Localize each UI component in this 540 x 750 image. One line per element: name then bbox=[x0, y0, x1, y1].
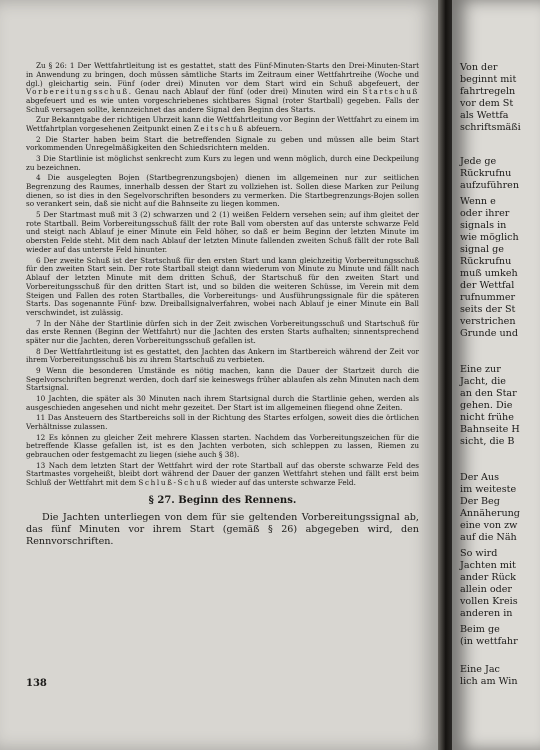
note-paragraph bbox=[26, 462, 419, 488]
right-page-line: anderen in bbox=[460, 608, 513, 619]
right-page-line: allein oder bbox=[460, 584, 513, 595]
emphasis-term: Zeitschuß bbox=[193, 124, 245, 134]
right-page-line: aufzuführen bbox=[460, 180, 520, 191]
right-page-line: Von der bbox=[460, 62, 498, 73]
left-page-text bbox=[26, 62, 419, 549]
right-page-line: vor dem St bbox=[460, 98, 514, 109]
right-page-line: Grunde und bbox=[460, 328, 518, 339]
note-paragraph: 12 Es können zu gleicher Zeit mehrere Klassen starten. Nachdem das Vorbereitungszeichen für die betreffende Klasse gefallen ist, ist es den Jachten verboten, sich schleppen zu lassen, Riemen zu gebrauchen oder festgemacht zu liegen (siehe auch § 38). bbox=[26, 432, 419, 460]
page-number: 138 bbox=[26, 678, 47, 689]
right-page-line: So wird bbox=[460, 548, 498, 559]
note-paragraph: 10 Jachten, die später als 30 Minuten nach ihrem Startsignal durch die Startlinie gehen, werden als ausgeschieden angesehen und nicht mehr gezeitet. Der Start ist im allgemeinen fliegend ohne Zeiten. bbox=[26, 393, 419, 412]
note-paragraph: 9 Wenn die besonderen Umstände es nötig machen, kann die Dauer der Startzeit durch die Segelvorschriften begrenzt werden, doch darf sie keineswegs früher ablaufen als zehn Minuten nach dem Startsignal. bbox=[26, 365, 419, 393]
right-page-line: Rückrufnu bbox=[460, 168, 512, 179]
right-page-line: Jacht, die bbox=[460, 376, 506, 387]
note-paragraph bbox=[26, 62, 419, 115]
right-page-line: Der Beg bbox=[460, 496, 500, 507]
right-page-line: rufnummer bbox=[460, 292, 516, 303]
right-page-line: muß umkeh bbox=[460, 268, 518, 279]
book-gutter bbox=[438, 0, 452, 750]
right-page-line: Rückrufnu bbox=[460, 256, 512, 267]
right-page-line: auf die Näh bbox=[460, 532, 517, 543]
right-page-line: eine von zw bbox=[460, 520, 518, 531]
note-paragraph: 4 Die ausgelegten Bojen (Startbegrenzungsbojen) dienen im allgemeinen nur zur seitlichen Begrenzung des Raumes, innerhalb dessen der Start zu vollziehen ist. Sollen diese Marken zur Peilung dienen, so ist dies in den Segelvorschriften besonders zu vermerken. Die Startbegrenzungs-Bojen sollen so verankert sein, daß sie nicht auf die Bahnseite zu liegen kommen. bbox=[26, 173, 419, 209]
right-page-line: fahrtregeln bbox=[460, 86, 516, 97]
main-paragraph: Die Jachten unterliegen von dem für sie geltenden Vorbereitungssignal ab, das fünf Minuten vor ihrem Start (gemäß § 26) abgegeben wird, den Rennvorschriften. bbox=[26, 511, 419, 548]
right-page-line: ander Rück bbox=[460, 572, 516, 583]
right-page-line: beginnt mit bbox=[460, 74, 517, 85]
right-page-line: Jede ge bbox=[460, 156, 497, 167]
right-page-line: Bahnseite H bbox=[460, 424, 520, 435]
note-text: Zu § 26: 1 Der Wettfahrtleitung ist es gestattet, statt des Fünf-Minuten-Starts den Drei-Minuten-Start in Anwendung zu bringen, doch müssen sämtliche Starts im Zeitraum einer Wettfahrtreihe (Woche und dgl.) gleichartig sein. Fünf (oder drei) Minuten vor dem Start wird ein Schuß abgefeuert, der bbox=[26, 61, 419, 88]
right-page-line: schriftsmäßi bbox=[460, 122, 521, 133]
right-page-line: als Wettfa bbox=[460, 110, 509, 121]
right-page-line: Der Aus bbox=[460, 472, 500, 483]
note-text: . Genau nach Ablauf der fünf (oder drei) Minuten wird ein bbox=[128, 87, 363, 97]
right-page-line: nicht frühe bbox=[460, 412, 514, 423]
right-page-line: lich am Win bbox=[460, 676, 518, 687]
note-text: Zur Bekanntgabe der richtigen Uhrzeit kann die Wettfahrtleitung vor Beginn der Wettfahrt zu einem im Wettfahrtplan vorgesehenen Zeitpunkt einen bbox=[26, 115, 419, 134]
note-paragraph: 7 In der Nähe der Startlinie dürfen sich in der Zeit zwischen Vorbereitungsschuß und Startschuß für das erste Rennen (Beginn der Wettfahrt) nur die Jachten des ersten Starts aufhalten; sinnentsprechend später nur die Jachten, deren Vorbereitungsschuß gefallen ist. bbox=[26, 318, 419, 346]
right-page-line: (in wettfahr bbox=[460, 636, 518, 647]
right-page-line: Annäherung bbox=[460, 508, 520, 519]
note-text: wieder auf das unterste schwarze Feld. bbox=[208, 478, 356, 488]
right-page bbox=[452, 0, 540, 750]
note-text: 13 Nach dem letzten Start der Wettfahrt wird der rote Startball auf das oberste schwarze Feld des Startmastes vorgeheißt, bleibt dort während der Dauer der ganzen Wettfahrt stehen und fällt erst beim Schluß der Wettfahrt mit dem bbox=[26, 460, 419, 488]
right-page-line: im weiteste bbox=[460, 484, 517, 495]
note-paragraph: 6 Der zweite Schuß ist der Startschuß für den ersten Start und kann gleichzeitig Vorbereitungsschuß für den zweiten Start sein. Der rote Startball steigt dann wiederum von Minute zu Minute und fällt nach Ablauf der letzten Minute mit dem dritten Schuß, der Startschuß für den zweiten Start und Vorbereitungsschuß für den dritten Start ist, und so bilden die weiteren Schüsse, im Verein mit dem Steigen und Fallen des roten Startballes, die Vorbereitungs- und Ausführungssignale für die späteren Starts. Das sogenannte Fünf- bzw. Dreiballsignalverfahren, wobei nach Ablauf je einer Minute ein Ball verschwindet, ist zulässig. bbox=[26, 255, 419, 318]
note-paragraph bbox=[26, 116, 419, 134]
right-page-line: der Wettfal bbox=[460, 280, 515, 291]
right-page-line: Jachten mit bbox=[460, 560, 516, 571]
right-page-line: signals in bbox=[460, 220, 507, 231]
right-page-line: wie möglich bbox=[460, 232, 519, 243]
emphasis-term: Startschuß bbox=[362, 87, 419, 97]
main-section bbox=[26, 512, 419, 549]
right-page-line: gehen. Die bbox=[460, 400, 513, 411]
right-page-line: oder ihrer bbox=[460, 208, 510, 219]
note-paragraph: 3 Die Startlinie ist möglichst senkrecht zum Kurs zu legen und wenn möglich, durch eine Deckpeilung zu bezeichnen. bbox=[26, 153, 419, 172]
note-text: abgefeuert und es wie unten vorgeschriebenes sichtbares Signal (roter Startball) gegeben. Falls der Schuß versagen sollte, kennzeichnet das andere Signal den Beginn des Starts. bbox=[26, 96, 419, 114]
note-paragraph: 8 Der Wettfahrtleitung ist es gestattet, den Jachten das Ankern im Startbereich während der Zeit vor ihrem Vorbereitungsschuß bis zu ihrem Startschuß zu verbieten. bbox=[26, 346, 419, 365]
emphasis-term: Schluß-Schuß bbox=[138, 478, 209, 488]
right-page-line: verstrichen bbox=[460, 316, 516, 327]
right-page-line: signal ge bbox=[460, 244, 504, 255]
right-page-line: vollen Kreis bbox=[460, 596, 518, 607]
rule-notes bbox=[26, 62, 419, 488]
note-paragraph: 11 Das Ansteuern des Startbereichs soll in der Richtung des Startes erfolgen, soweit dies die örtlichen Verhältnisse zulassen. bbox=[26, 413, 419, 432]
section-heading: § 27. Beginn des Rennens. bbox=[148, 494, 297, 506]
right-page-line: sicht, die B bbox=[460, 436, 515, 447]
note-paragraph: 2 Die Starter haben beim Start die betreffenden Signale zu geben und müssen alle beim Start vorkommenden Unregelmäßigkeiten den Schiedsrichtern melden. bbox=[26, 134, 419, 153]
right-page-line: Wenn e bbox=[460, 196, 496, 207]
right-page-line: Eine Jac bbox=[460, 664, 500, 675]
right-page-line: Eine zur bbox=[460, 364, 501, 375]
note-text: abfeuern. bbox=[244, 124, 283, 134]
emphasis-term: Vorbereitungsschuß bbox=[26, 87, 129, 97]
note-paragraph: 5 Der Startmast muß mit 3 (2) schwarzen und 2 (1) weißen Feldern versehen sein; auf ihm gleitet der rote Startball. Beim Vorbereitungsschuß fällt der rote Ball vom obersten auf das unterste schwarze Feld und steigt nach Ablauf je einer Minute ein Feld höher, so daß er beim Beginn der letzten Minute im obersten Felde steht. Mit dem nach Ablauf der letzten Minute fallenden zweiten Schuß fällt der rote Ball wieder auf das unterste Feld hinunter. bbox=[26, 209, 419, 254]
right-page-line: seits der St bbox=[460, 304, 516, 315]
right-page-line: an den Star bbox=[460, 388, 517, 399]
right-page-line: Beim ge bbox=[460, 624, 500, 635]
